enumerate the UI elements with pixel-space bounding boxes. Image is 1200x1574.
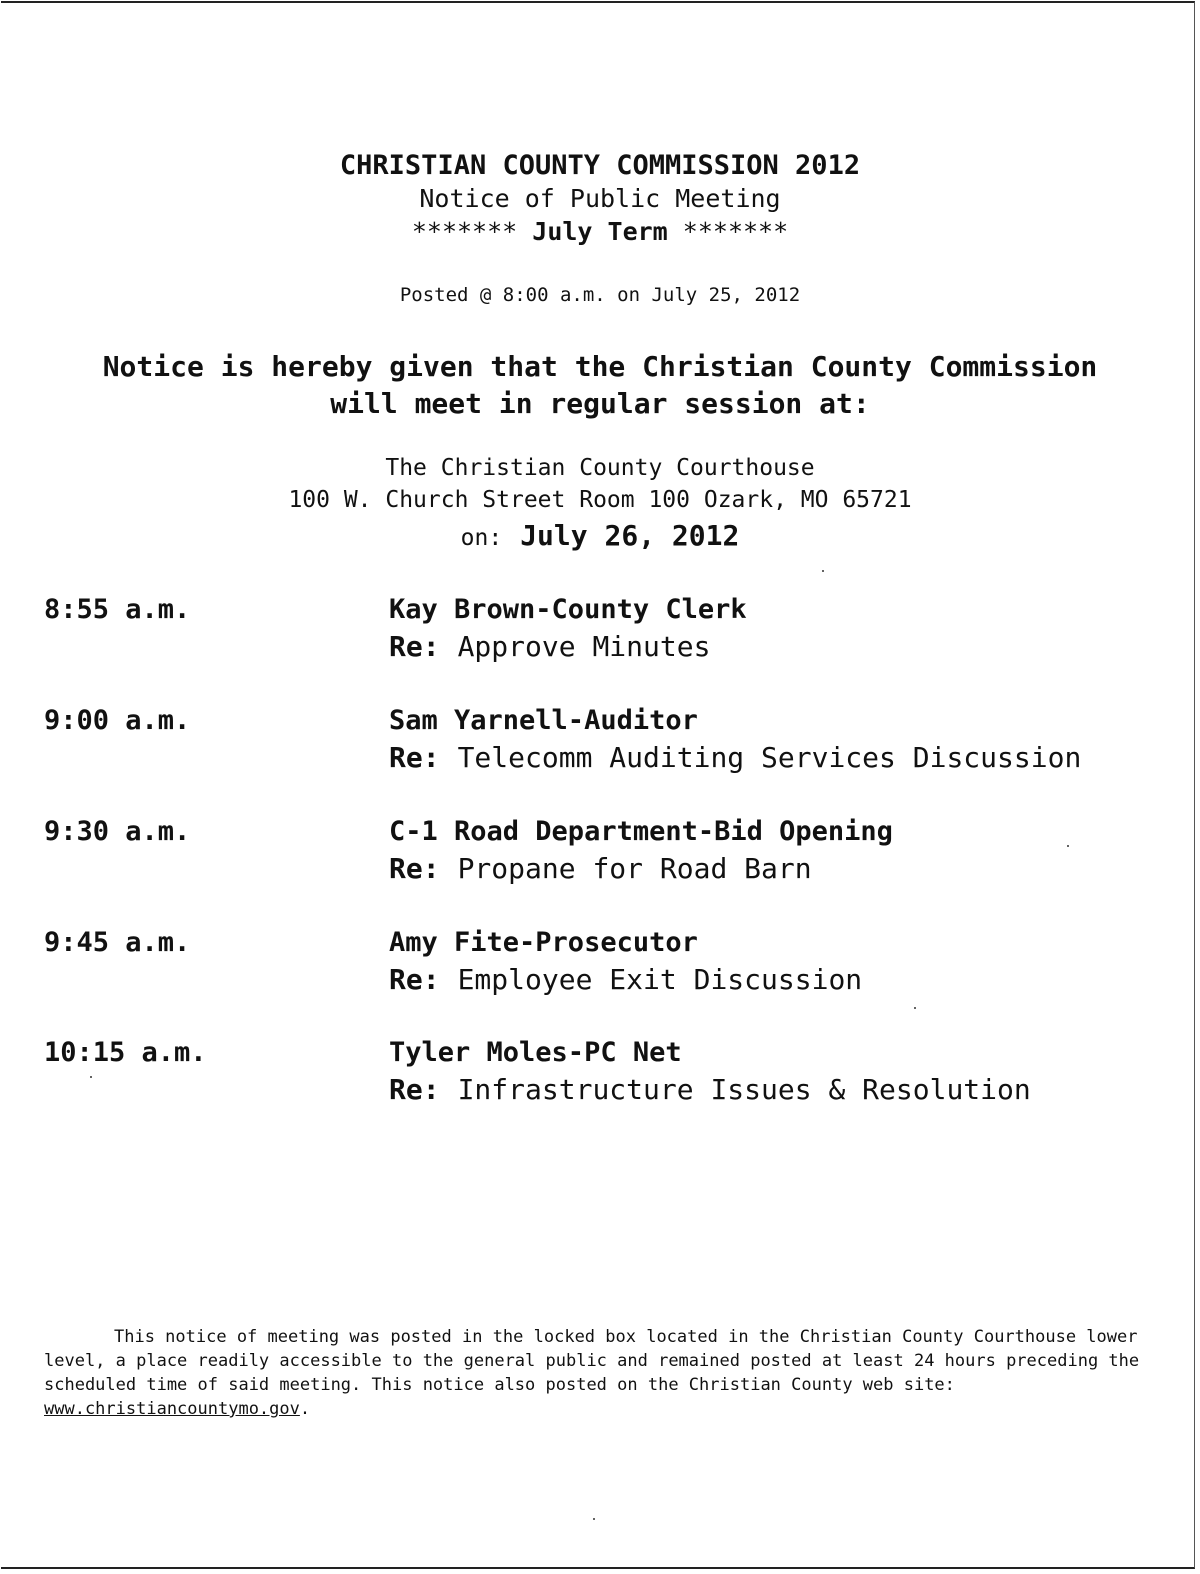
agenda-item xyxy=(0,594,1200,674)
agenda-time: 8:55 a.m. xyxy=(44,594,191,625)
agenda-time: 9:45 a.m. xyxy=(44,927,191,958)
venue-address: 100 W. Church Street Room 100 Ozark, MO 65721 xyxy=(288,487,912,513)
re-label: Re: xyxy=(389,630,440,663)
agenda-presenter: Sam Yarnell-Auditor xyxy=(389,705,698,736)
scan-speck xyxy=(90,1076,92,1078)
meeting-date: July 26, 2012 xyxy=(520,519,740,552)
term-line xyxy=(0,217,1200,246)
agenda-item xyxy=(0,927,1200,1007)
agenda-subject xyxy=(389,741,1081,774)
agenda-subject xyxy=(389,963,862,996)
agenda-item xyxy=(0,816,1200,896)
agenda-subject xyxy=(389,630,710,663)
agenda-time: 9:30 a.m. xyxy=(44,816,191,847)
agenda-subject xyxy=(389,1073,1031,1106)
agenda-item xyxy=(0,705,1200,785)
notice-statement xyxy=(0,348,1200,422)
scan-speck xyxy=(822,570,824,572)
scan-speck xyxy=(1067,845,1069,847)
document-title: CHRISTIAN COUNTY COMMISSION 2012 xyxy=(339,150,861,181)
agenda-subject-text: Approve Minutes xyxy=(457,630,711,663)
posting-notice xyxy=(44,1325,1154,1421)
agenda-subject xyxy=(389,852,812,885)
agenda-subject-text: Telecomm Auditing Services Discussion xyxy=(457,741,1082,774)
venue-name: The Christian County Courthouse xyxy=(385,455,815,481)
agenda-subject-text: Employee Exit Discussion xyxy=(457,963,863,996)
agenda-item xyxy=(0,1037,1200,1117)
notice-line-2: will meet in regular session at: xyxy=(330,387,870,420)
term-label: July Term xyxy=(532,217,668,246)
agenda-presenter: Amy Fite-Prosecutor xyxy=(389,927,698,958)
county-website-link[interactable]: www.christiancountymo.gov xyxy=(44,1399,300,1419)
re-label: Re: xyxy=(389,741,440,774)
term-stars-left: ******* xyxy=(411,217,518,246)
scan-speck xyxy=(593,1518,595,1520)
on-label: on: xyxy=(460,525,503,551)
re-label: Re: xyxy=(389,1073,440,1106)
posting-notice-end: . xyxy=(299,1399,311,1419)
agenda-subject-text: Infrastructure Issues & Resolution xyxy=(457,1073,1031,1106)
re-label: Re: xyxy=(389,852,440,885)
agenda-presenter: Kay Brown-County Clerk xyxy=(389,594,747,625)
notice-line-1: Notice is hereby given that the Christian County Commission xyxy=(102,350,1098,383)
posting-notice-text: This notice of meeting was posted in the locked box located in the Christian County Courthouse lower level, a place readily accessible to the general public and remained posted at least 24 hours preceding the scheduled time of said meeting. This notice also posted on the Christian County web site: xyxy=(44,1327,1140,1395)
agenda-subject-text: Propane for Road Barn xyxy=(457,852,812,885)
agenda-time: 9:00 a.m. xyxy=(44,705,191,736)
re-label: Re: xyxy=(389,963,440,996)
agenda-presenter: C-1 Road Department-Bid Opening xyxy=(389,816,893,847)
meeting-date-line xyxy=(0,519,1200,552)
document-subtitle: Notice of Public Meeting xyxy=(419,184,781,213)
agenda-presenter: Tyler Moles-PC Net xyxy=(389,1037,682,1068)
agenda-time: 10:15 a.m. xyxy=(44,1037,207,1068)
posted-timestamp: Posted @ 8:00 a.m. on July 25, 2012 xyxy=(399,284,801,306)
scan-speck xyxy=(914,1007,916,1009)
term-stars-right: ******* xyxy=(682,217,789,246)
